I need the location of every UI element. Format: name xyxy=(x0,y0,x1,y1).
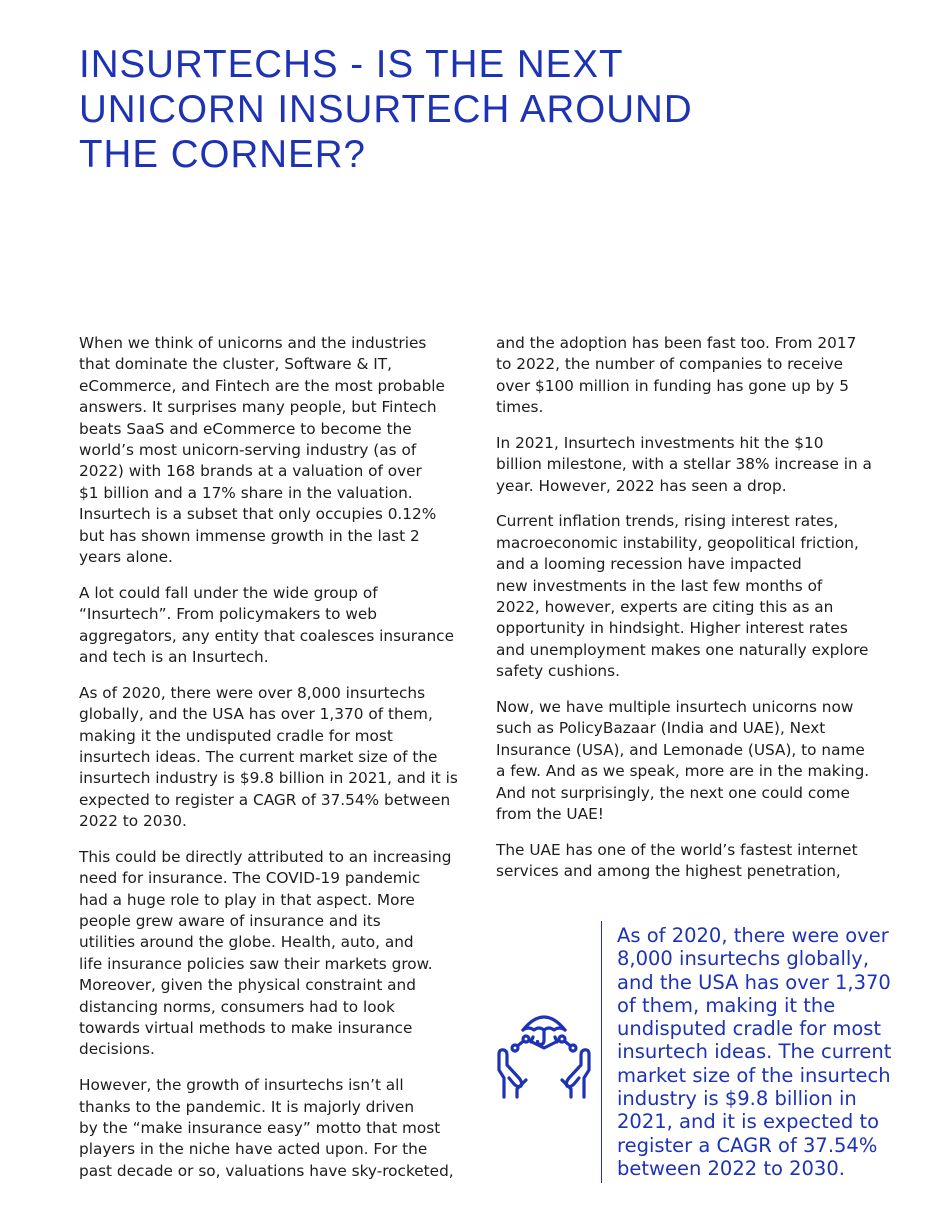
text-line: safety cushions. xyxy=(496,662,620,681)
pull-quote-line: insurtech ideas. The current xyxy=(617,1040,892,1064)
text-line: answers. It surprises many people, but Fintech xyxy=(79,398,437,417)
text-line: Current inflation trends, rising interest rates, xyxy=(496,512,839,531)
body-paragraph xyxy=(496,433,888,497)
text-line: year. However, 2022 has seen a drop. xyxy=(496,476,787,495)
text-line: As of 2020, there were over 8,000 insurtechs xyxy=(79,683,426,702)
pull-quote-line: between 2022 to 2030. xyxy=(617,1156,845,1180)
pull-quote-line: register a CAGR of 37.54% xyxy=(617,1133,878,1157)
text-line: past decade or so, valuations have sky-rocketed, xyxy=(79,1161,454,1180)
right-column xyxy=(496,333,888,897)
text-line: beats SaaS and eCommerce to become the xyxy=(79,419,412,438)
body-paragraph xyxy=(496,333,888,419)
text-line: When we think of unicorns and the industries xyxy=(79,334,427,352)
text-line: The UAE has one of the world’s fastest internet xyxy=(496,840,858,859)
text-line: thanks to the pandemic. It is majorly driven xyxy=(79,1097,415,1116)
text-line: services and among the highest penetration, xyxy=(496,862,841,881)
body-paragraph xyxy=(496,840,888,883)
body-paragraph xyxy=(496,511,888,682)
text-line: Insurtech is a subset that only occupies 0.12% xyxy=(79,505,437,524)
text-line: and tech is an Insurtech. xyxy=(79,647,269,666)
text-line: $1 billion and a 17% share in the valuation. xyxy=(79,483,413,502)
text-line: expected to register a CAGR of 37.54% between xyxy=(79,790,451,809)
pull-quote-line: industry is $9.8 billion in xyxy=(617,1087,857,1111)
text-line: years alone. xyxy=(79,548,173,567)
text-line: 2022, however, experts are citing this as an xyxy=(496,598,834,617)
pull-quote-line: and the USA has over 1,370 xyxy=(617,970,891,994)
body-paragraph xyxy=(79,1075,467,1182)
text-line: utilities around the globe. Health, auto, and xyxy=(79,933,414,952)
text-line: Insurance (USA), and Lemonade (USA), to name xyxy=(496,740,865,759)
text-line: but has shown immense growth in the last 2 xyxy=(79,526,420,545)
text-line: This could be directly attributed to an increasing xyxy=(79,847,452,866)
pull-quote xyxy=(617,924,907,1180)
pull-quote-line: of them, making it the xyxy=(617,993,836,1017)
body-paragraph xyxy=(79,333,467,568)
text-line: and unemployment makes one naturally explore xyxy=(496,640,869,659)
text-line: And not surprisingly, the next one could come xyxy=(496,783,850,802)
text-line: and the adoption has been fast too. From 2017 xyxy=(496,334,857,352)
text-line: billion milestone, with a stellar 38% increase in a xyxy=(496,455,872,474)
title-line: THE CORNER? xyxy=(79,133,366,176)
text-line: times. xyxy=(496,398,544,417)
text-line: insurtech industry is $9.8 billion in 2021, and it is xyxy=(79,769,458,788)
body-paragraph xyxy=(79,847,467,1061)
text-line: distancing norms, consumers had to look xyxy=(79,997,395,1016)
text-line: In 2021, Insurtech investments hit the $10 xyxy=(496,433,824,452)
text-line: life insurance policies saw their markets grow. xyxy=(79,954,433,973)
text-line: eCommerce, and Fintech are the most probable xyxy=(79,376,445,395)
text-line: by the “make insurance easy” motto that most xyxy=(79,1119,441,1137)
text-line: opportunity in hindsight. Higher interest rates xyxy=(496,619,848,638)
pull-quote-line: 2021, and it is expected to xyxy=(617,1110,880,1134)
text-line: to 2022, the number of companies to receive xyxy=(496,355,844,374)
insurance-hands-umbrella-icon xyxy=(496,1004,592,1100)
text-line: However, the growth of insurtechs isn’t all xyxy=(79,1076,404,1095)
title-line: INSURTECHS - IS THE NEXT xyxy=(79,43,624,86)
text-line: insurtech ideas. The current market size of the xyxy=(79,747,438,766)
text-line: A lot could fall under the wide group of xyxy=(79,583,378,602)
text-line: people grew aware of insurance and its xyxy=(79,912,381,931)
pull-quote-line: undisputed cradle for most xyxy=(617,1017,882,1041)
text-line: and a looming recession have impacted xyxy=(496,555,802,574)
page-title xyxy=(79,42,799,177)
text-line: new investments in the last few months of xyxy=(496,576,823,595)
text-line: globally, and the USA has over 1,370 of them, xyxy=(79,705,433,724)
text-line: had a huge role to play in that aspect. More xyxy=(79,890,415,909)
text-line: players in the niche have acted upon. For the xyxy=(79,1140,428,1159)
text-line: 2022 to 2030. xyxy=(79,812,187,831)
body-paragraph xyxy=(496,697,888,825)
text-line: over $100 million in funding has gone up by 5 xyxy=(496,376,849,395)
text-line: Moreover, given the physical constraint and xyxy=(79,976,416,995)
title-line: UNICORN INSURTECH AROUND xyxy=(79,88,693,131)
text-line: a few. And as we speak, more are in the making. xyxy=(496,762,870,781)
text-line: macroeconomic instability, geopolitical friction, xyxy=(496,533,859,552)
text-line: towards virtual methods to make insurance xyxy=(79,1019,413,1038)
text-line: decisions. xyxy=(79,1040,155,1059)
text-line: “Insurtech”. From policymakers to web xyxy=(79,605,378,624)
pull-quote-line: 8,000 insurtechs globally, xyxy=(617,947,870,971)
text-line: that dominate the cluster, Software & IT, xyxy=(79,355,393,374)
text-line: such as PolicyBazaar (India and UAE), Next xyxy=(496,719,826,738)
body-paragraph xyxy=(79,683,467,833)
text-line: Now, we have multiple insurtech unicorns now xyxy=(496,697,854,716)
text-line: need for insurance. The COVID-19 pandemic xyxy=(79,869,421,888)
pull-quote-divider xyxy=(601,921,602,1183)
text-line: 2022) with 168 brands at a valuation of over xyxy=(79,462,422,481)
text-line: world’s most unicorn-serving industry (as of xyxy=(79,441,417,460)
body-paragraph xyxy=(79,583,467,669)
pull-quote-line: As of 2020, there were over xyxy=(617,924,889,947)
text-line: aggregators, any entity that coalesces insurance xyxy=(79,626,454,645)
text-line: making it the undisputed cradle for most xyxy=(79,726,393,745)
left-column xyxy=(79,333,467,1197)
pull-quote-line: market size of the insurtech xyxy=(617,1063,891,1087)
text-line: from the UAE! xyxy=(496,805,604,824)
